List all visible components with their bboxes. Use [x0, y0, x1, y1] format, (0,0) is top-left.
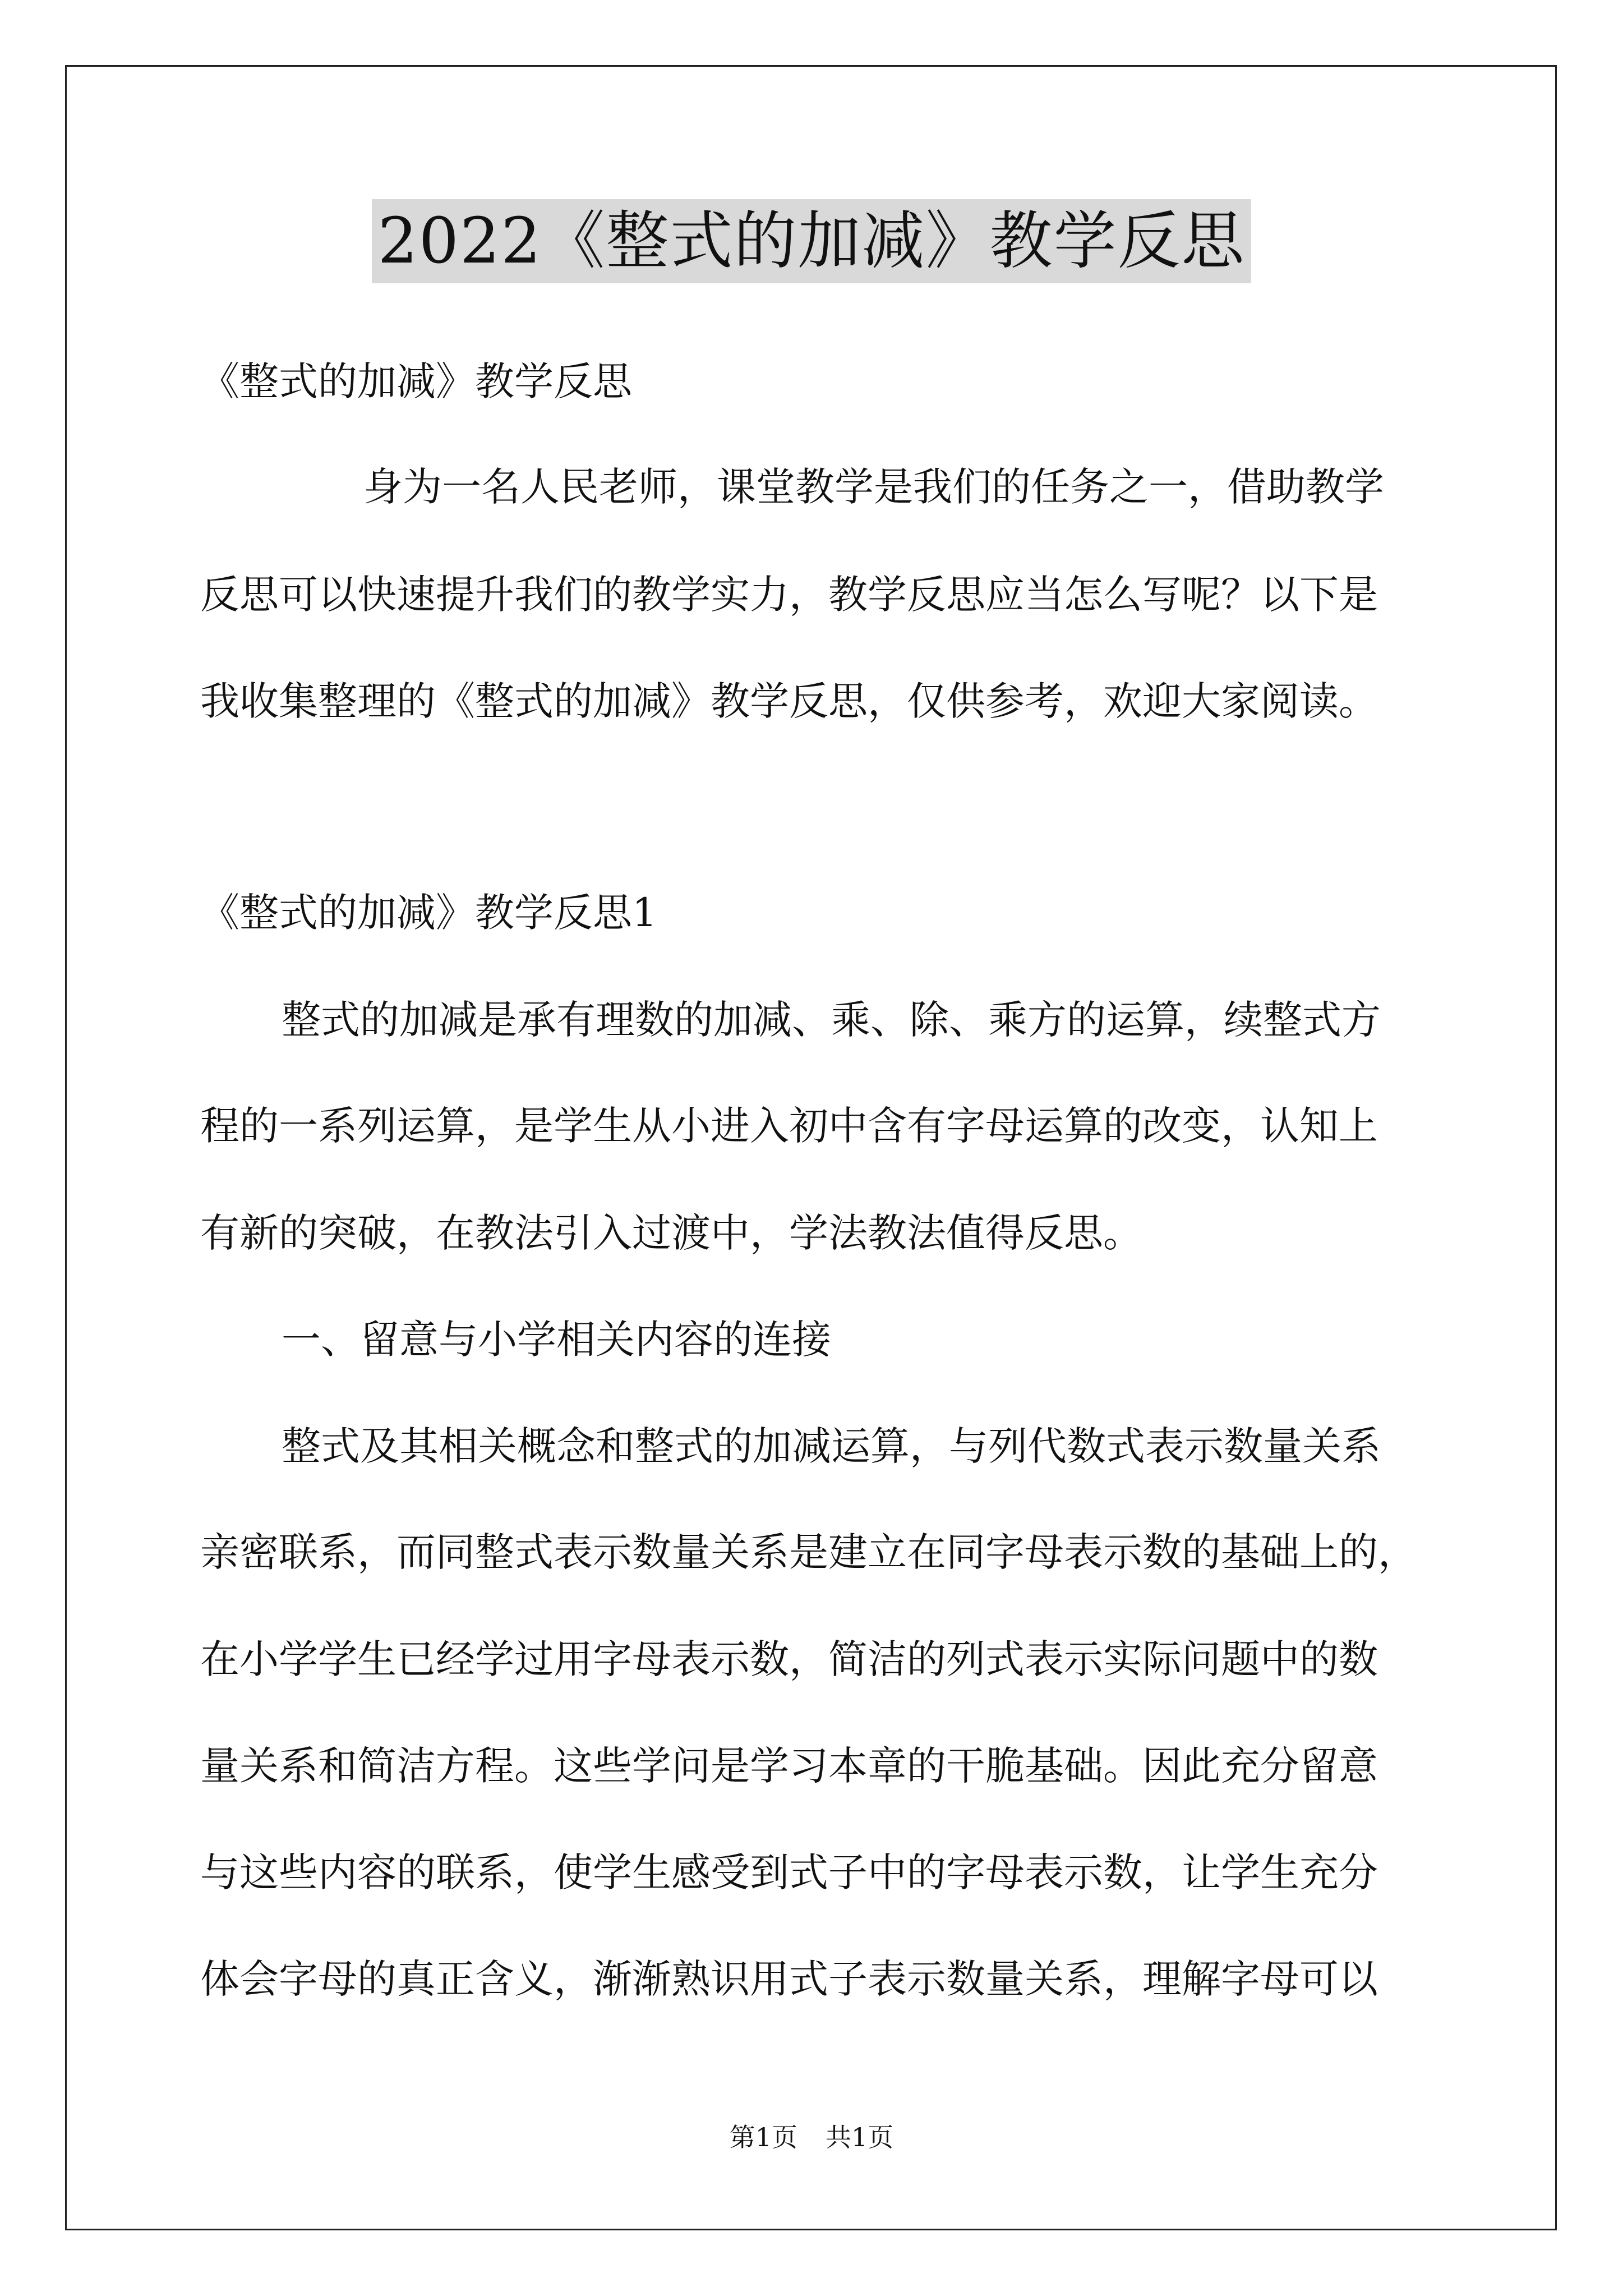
document-title: 2022《整式的加减》教学反思: [372, 199, 1251, 283]
paragraph-line: 体会字母的真正含义，渐渐熟识用式子表示数量关系，理解字母可以: [200, 1956, 1378, 2002]
paragraph-line: 反思可以快速提升我们的教学实力，教学反思应当怎么写呢？以下是: [200, 572, 1378, 618]
paragraph-line: 整式及其相关概念和整式的加减运算，与列代数式表示数量关系: [282, 1423, 1381, 1469]
page-total: 共1页: [826, 2122, 894, 2152]
paragraph-line: 亲密联系，而同整式表示数量关系是建立在同字母表示数的基础上的，: [200, 1529, 1417, 1575]
page-footer: [0, 2120, 1623, 2154]
paragraph-line: 程的一系列运算，是学生从小进入初中含有字母运算的改变，认知上: [200, 1103, 1378, 1149]
section-heading: 《整式的加减》教学反思1: [200, 890, 657, 936]
paragraph-line: 整式的加减是承有理数的加减、乘、除、乘方的运算，续整式方: [282, 997, 1381, 1043]
paragraph-line: 在小学学生已经学过用字母表示数，简洁的列式表示实际问题中的数: [200, 1636, 1378, 1682]
paragraph-line: 我收集整理的《整式的加减》教学反思，仅供参考，欢迎大家阅读。: [200, 678, 1378, 724]
subsection-heading: 一、留意与小学相关内容的连接: [282, 1317, 831, 1363]
title-container: [0, 199, 1623, 283]
subtitle-line: 《整式的加减》教学反思: [200, 358, 632, 404]
paragraph-line: 身为一名人民老师，课堂教学是我们的任务之一，借助教学: [363, 464, 1384, 510]
paragraph-line: 有新的突破，在教法引入过渡中，学法教法值得反思。: [200, 1210, 1142, 1256]
paragraph-line: 量关系和简洁方程。这些学问是学习本章的干脆基础。因此充分留意: [200, 1743, 1378, 1789]
paragraph-line: 与这些内容的联系，使学生感受到式子中的字母表示数，让学生充分: [200, 1849, 1378, 1895]
page-number: 第1页: [729, 2122, 797, 2152]
